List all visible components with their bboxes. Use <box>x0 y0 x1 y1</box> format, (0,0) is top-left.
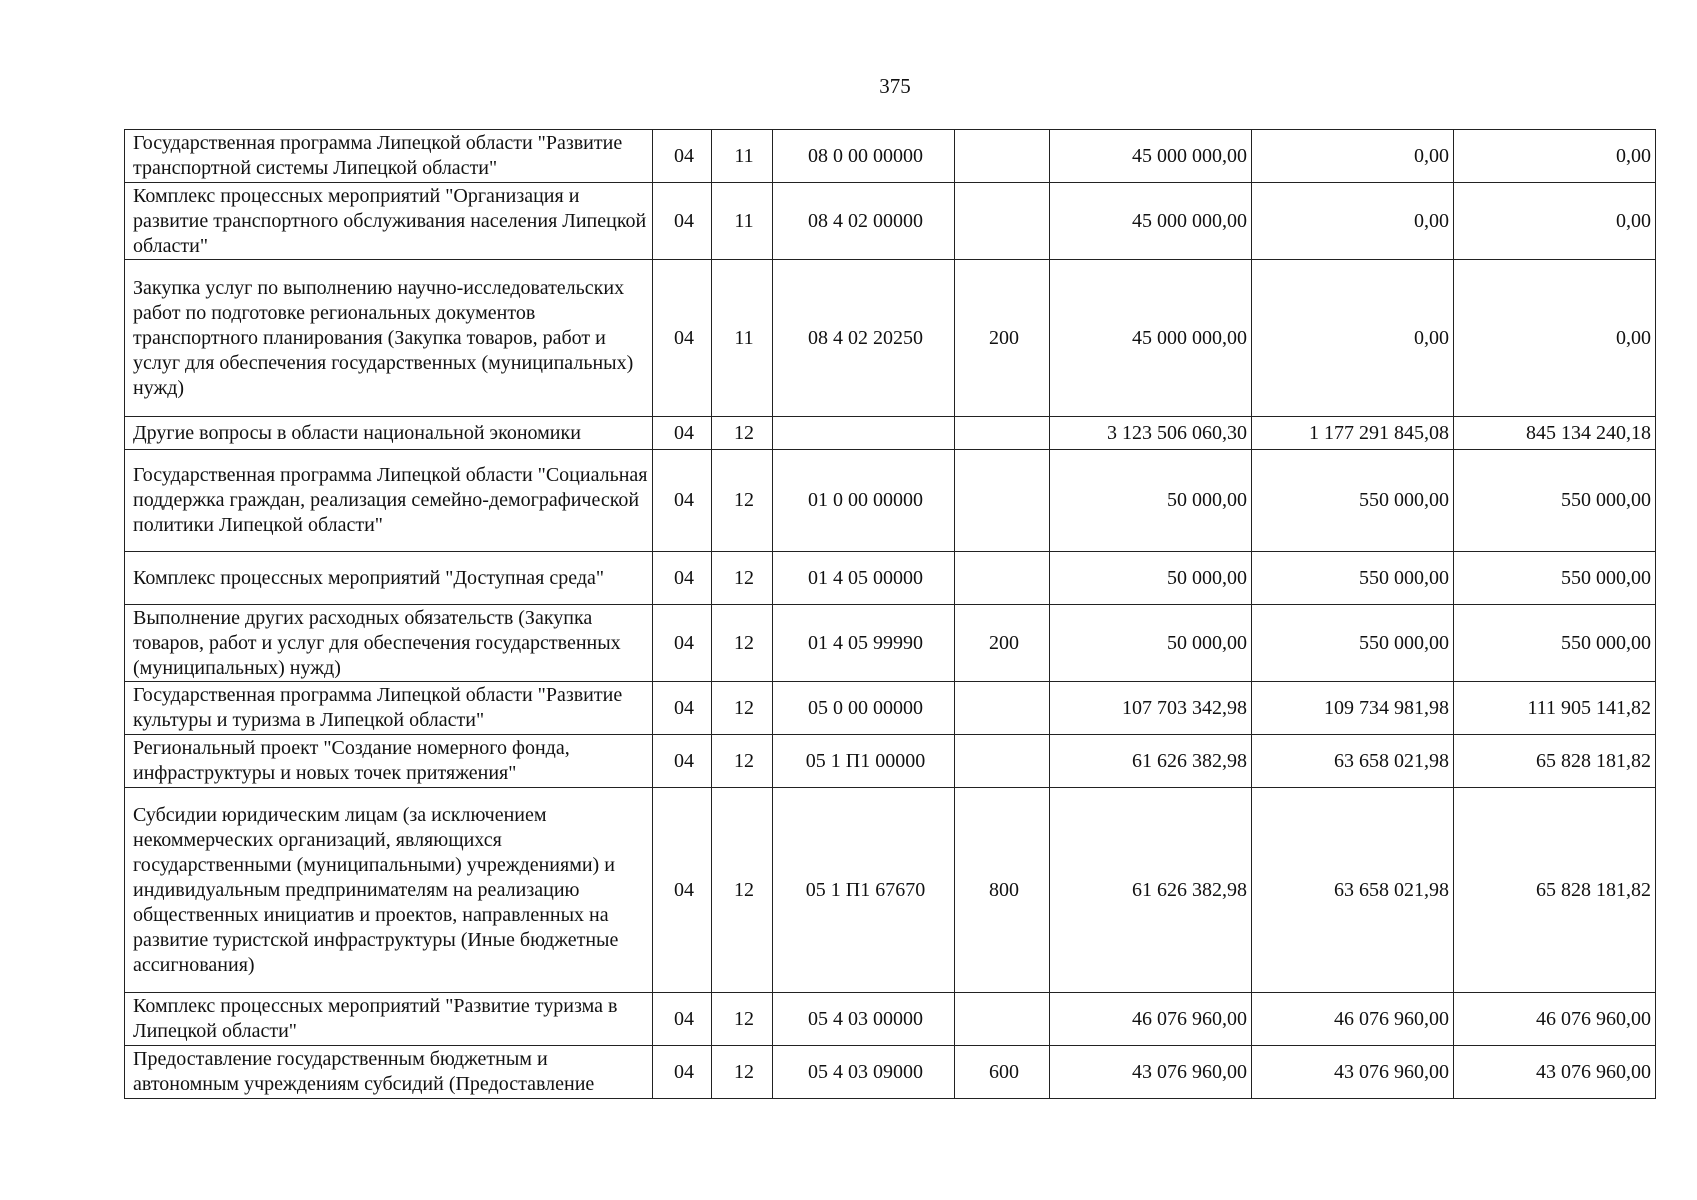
target-article-cell: 01 0 00 00000 <box>773 450 955 552</box>
expense-type-cell: 200 <box>955 260 1050 417</box>
subsection-code-cell: 12 <box>712 417 773 450</box>
target-article-cell: 05 0 00 00000 <box>773 682 955 735</box>
row-name-cell: Субсидии юридическим лицам (за исключением некоммерческих организаций, являющихся государственными (муниципальными) учреждениями) и индивидуальным предпринимателям на реализацию общественных инициатив и проектов, направленных на развитие туристской инфраструктуры (Иные бюджетные ассигнования) <box>125 788 653 993</box>
amount-year3-cell: 65 828 181,82 <box>1454 788 1656 993</box>
amount-year3-cell: 43 076 960,00 <box>1454 1046 1656 1099</box>
row-name-cell: Государственная программа Липецкой области "Развитие культуры и туризма в Липецкой области" <box>125 682 653 735</box>
subsection-code-cell: 12 <box>712 450 773 552</box>
amount-year2-cell: 63 658 021,98 <box>1252 788 1454 993</box>
amount-year1-cell: 50 000,00 <box>1050 552 1252 605</box>
amount-year1-cell: 61 626 382,98 <box>1050 735 1252 788</box>
section-code-cell: 04 <box>653 735 712 788</box>
amount-year3-cell: 0,00 <box>1454 260 1656 417</box>
amount-year3-cell: 0,00 <box>1454 130 1656 183</box>
subsection-code-cell: 12 <box>712 788 773 993</box>
table-row <box>125 1046 1656 1099</box>
expense-type-cell <box>955 993 1050 1046</box>
table-row <box>125 788 1656 993</box>
amount-year2-cell: 550 000,00 <box>1252 552 1454 605</box>
target-article-cell: 08 0 00 00000 <box>773 130 955 183</box>
subsection-code-cell: 12 <box>712 552 773 605</box>
budget-table-body <box>125 130 1656 1099</box>
amount-year1-cell: 45 000 000,00 <box>1050 130 1252 183</box>
table-row <box>125 450 1656 552</box>
target-article-cell: 01 4 05 00000 <box>773 552 955 605</box>
amount-year3-cell: 550 000,00 <box>1454 450 1656 552</box>
section-code-cell: 04 <box>653 130 712 183</box>
table-row <box>125 260 1656 417</box>
subsection-code-cell: 12 <box>712 993 773 1046</box>
row-name-cell: Государственная программа Липецкой области "Социальная поддержка граждан, реализация семейно-демографической политики Липецкой области" <box>125 450 653 552</box>
section-code-cell: 04 <box>653 605 712 682</box>
amount-year2-cell: 550 000,00 <box>1252 450 1454 552</box>
subsection-code-cell: 12 <box>712 1046 773 1099</box>
table-row <box>125 183 1656 260</box>
target-article-cell: 05 1 П1 00000 <box>773 735 955 788</box>
row-name-cell: Закупка услуг по выполнению научно-исследовательских работ по подготовке региональных документов транспортного планирования (Закупка товаров, работ и услуг для обеспечения государственных (муниципальных) нужд) <box>125 260 653 417</box>
target-article-cell: 01 4 05 99990 <box>773 605 955 682</box>
section-code-cell: 04 <box>653 993 712 1046</box>
section-code-cell: 04 <box>653 450 712 552</box>
amount-year2-cell: 109 734 981,98 <box>1252 682 1454 735</box>
amount-year1-cell: 107 703 342,98 <box>1050 682 1252 735</box>
amount-year3-cell: 111 905 141,82 <box>1454 682 1656 735</box>
amount-year2-cell: 43 076 960,00 <box>1252 1046 1454 1099</box>
amount-year2-cell: 1 177 291 845,08 <box>1252 417 1454 450</box>
target-article-cell: 08 4 02 00000 <box>773 183 955 260</box>
subsection-code-cell: 11 <box>712 260 773 417</box>
expense-type-cell <box>955 682 1050 735</box>
table-row <box>125 552 1656 605</box>
row-name-cell: Региональный проект "Создание номерного фонда, инфраструктуры и новых точек притяжения" <box>125 735 653 788</box>
amount-year2-cell: 63 658 021,98 <box>1252 735 1454 788</box>
subsection-code-cell: 12 <box>712 735 773 788</box>
table-row <box>125 130 1656 183</box>
page-number: 375 <box>879 74 911 98</box>
expense-type-cell <box>955 450 1050 552</box>
subsection-code-cell: 11 <box>712 183 773 260</box>
amount-year1-cell: 43 076 960,00 <box>1050 1046 1252 1099</box>
row-name-cell: Комплекс процессных мероприятий "Развитие туризма в Липецкой области" <box>125 993 653 1046</box>
amount-year3-cell: 845 134 240,18 <box>1454 417 1656 450</box>
subsection-code-cell: 12 <box>712 682 773 735</box>
amount-year3-cell: 65 828 181,82 <box>1454 735 1656 788</box>
amount-year1-cell: 46 076 960,00 <box>1050 993 1252 1046</box>
amount-year1-cell: 50 000,00 <box>1050 450 1252 552</box>
table-row <box>125 735 1656 788</box>
budget-table <box>124 129 1656 1099</box>
amount-year1-cell: 61 626 382,98 <box>1050 788 1252 993</box>
expense-type-cell <box>955 183 1050 260</box>
expense-type-cell <box>955 735 1050 788</box>
subsection-code-cell: 12 <box>712 605 773 682</box>
expense-type-cell <box>955 552 1050 605</box>
subsection-code-cell: 11 <box>712 130 773 183</box>
amount-year1-cell: 45 000 000,00 <box>1050 183 1252 260</box>
row-name-cell: Выполнение других расходных обязательств (Закупка товаров, работ и услуг для обеспечения государственных (муниципальных) нужд) <box>125 605 653 682</box>
amount-year3-cell: 550 000,00 <box>1454 552 1656 605</box>
table-row <box>125 605 1656 682</box>
section-code-cell: 04 <box>653 260 712 417</box>
section-code-cell: 04 <box>653 788 712 993</box>
amount-year3-cell: 0,00 <box>1454 183 1656 260</box>
amount-year3-cell: 46 076 960,00 <box>1454 993 1656 1046</box>
row-name-cell: Комплекс процессных мероприятий "Доступная среда" <box>125 552 653 605</box>
expense-type-cell <box>955 130 1050 183</box>
amount-year3-cell: 550 000,00 <box>1454 605 1656 682</box>
amount-year1-cell: 50 000,00 <box>1050 605 1252 682</box>
row-name-cell: Комплекс процессных мероприятий "Организация и развитие транспортного обслуживания населения Липецкой области" <box>125 183 653 260</box>
section-code-cell: 04 <box>653 552 712 605</box>
expense-type-cell: 800 <box>955 788 1050 993</box>
row-name-cell: Другие вопросы в области национальной экономики <box>125 417 653 450</box>
expense-type-cell: 200 <box>955 605 1050 682</box>
section-code-cell: 04 <box>653 682 712 735</box>
amount-year1-cell: 45 000 000,00 <box>1050 260 1252 417</box>
table-row <box>125 417 1656 450</box>
target-article-cell: 05 4 03 09000 <box>773 1046 955 1099</box>
amount-year2-cell: 0,00 <box>1252 260 1454 417</box>
expense-type-cell: 600 <box>955 1046 1050 1099</box>
section-code-cell: 04 <box>653 417 712 450</box>
amount-year2-cell: 0,00 <box>1252 130 1454 183</box>
target-article-cell <box>773 417 955 450</box>
target-article-cell: 05 4 03 00000 <box>773 993 955 1046</box>
target-article-cell: 05 1 П1 67670 <box>773 788 955 993</box>
row-name-cell: Предоставление государственным бюджетным и автономным учреждениям субсидий (Предоставление <box>125 1046 653 1099</box>
section-code-cell: 04 <box>653 183 712 260</box>
expense-type-cell <box>955 417 1050 450</box>
table-row <box>125 682 1656 735</box>
section-code-cell: 04 <box>653 1046 712 1099</box>
amount-year2-cell: 0,00 <box>1252 183 1454 260</box>
row-name-cell: Государственная программа Липецкой области "Развитие транспортной системы Липецкой области" <box>125 130 653 183</box>
target-article-cell: 08 4 02 20250 <box>773 260 955 417</box>
amount-year2-cell: 550 000,00 <box>1252 605 1454 682</box>
amount-year2-cell: 46 076 960,00 <box>1252 993 1454 1046</box>
amount-year1-cell: 3 123 506 060,30 <box>1050 417 1252 450</box>
table-row <box>125 993 1656 1046</box>
